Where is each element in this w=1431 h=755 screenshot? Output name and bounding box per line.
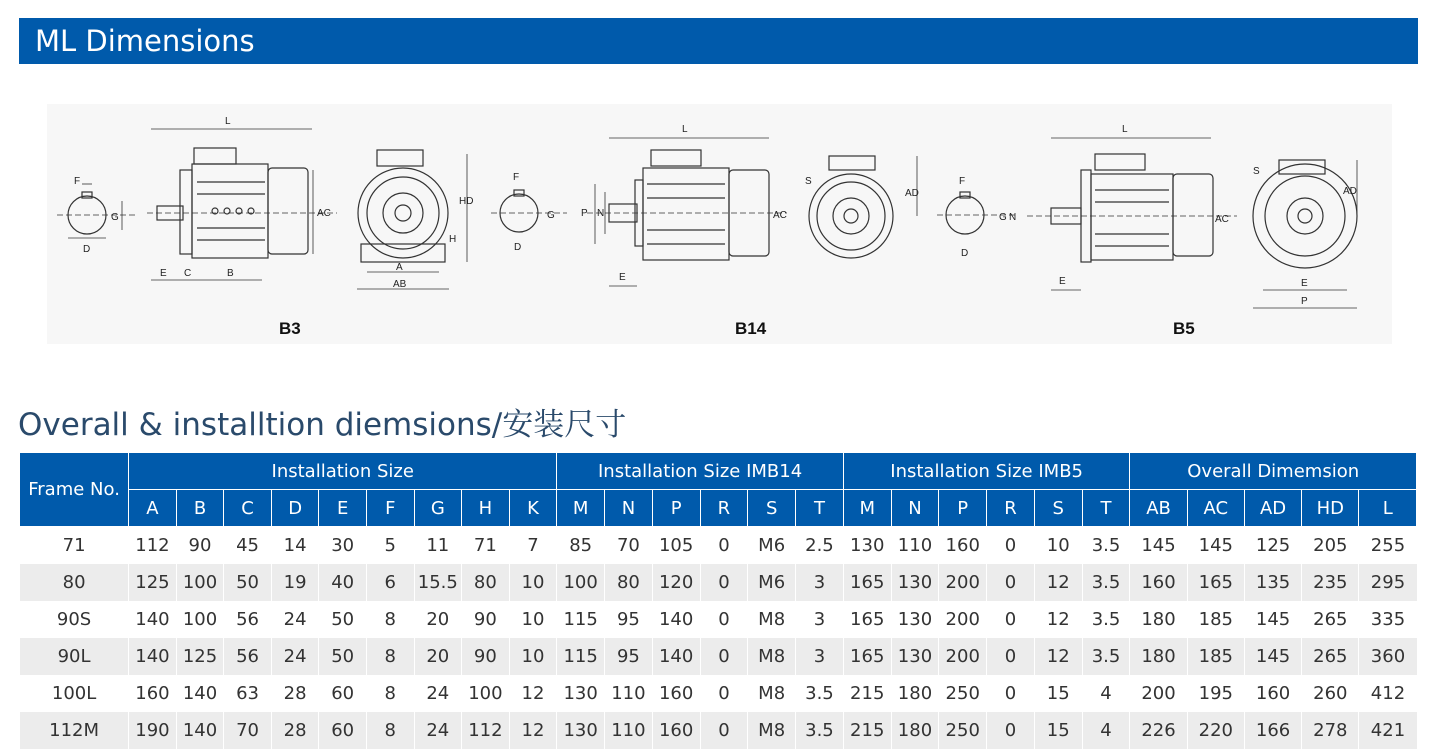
table-cell: 60: [319, 675, 367, 712]
column-header: K: [509, 490, 557, 527]
column-header: N: [605, 490, 653, 527]
table-cell: 125: [176, 638, 224, 675]
table-cell: 12: [1034, 564, 1082, 601]
table-cell: 110: [891, 527, 939, 565]
table-cell: 250: [939, 675, 987, 712]
table-cell: 130: [557, 712, 605, 749]
column-header: M: [843, 490, 891, 527]
b3-label: B3: [279, 319, 301, 338]
table-cell: 70: [605, 527, 653, 565]
table-cell: 115: [557, 601, 605, 638]
table-cell: 4: [1082, 712, 1130, 749]
table-row: [20, 564, 1417, 601]
table-cell: 160: [939, 527, 987, 565]
table-cell: 250: [939, 712, 987, 749]
frame-no-header: Frame No.: [20, 453, 129, 527]
table-cell: 3.5: [1082, 638, 1130, 675]
table-cell: 145: [1187, 527, 1244, 565]
table-group-header-row: [20, 453, 1417, 490]
table-cell: 125: [129, 564, 177, 601]
table-cell: 19: [271, 564, 319, 601]
svg-text:E: E: [160, 268, 167, 279]
table-cell: 255: [1359, 527, 1417, 565]
group-header: Overall Dimemsion: [1130, 453, 1417, 490]
b14-drawing: [491, 124, 919, 338]
table-cell: 421: [1359, 712, 1417, 749]
b3-drawing: [57, 116, 473, 338]
table-cell: 80: [605, 564, 653, 601]
table-cell: 50: [224, 564, 272, 601]
table-cell: 360: [1359, 638, 1417, 675]
table-cell: 200: [939, 638, 987, 675]
table-cell: 120: [652, 564, 700, 601]
table-cell: 165: [843, 601, 891, 638]
table-cell: 30: [319, 527, 367, 565]
table-cell: 24: [414, 675, 462, 712]
table-cell: 130: [891, 601, 939, 638]
svg-text:AC: AC: [773, 210, 787, 221]
table-cell: 220: [1187, 712, 1244, 749]
table-cell: 105: [652, 527, 700, 565]
section-title: Overall & installtion diemsions/安装尺寸: [18, 407, 627, 443]
svg-text:G: G: [547, 210, 555, 221]
table-cell: 95: [605, 601, 653, 638]
frame-cell: 100L: [20, 675, 129, 712]
svg-text:D: D: [961, 248, 969, 259]
table-cell: 6: [366, 564, 414, 601]
table-row: [20, 712, 1417, 749]
table-cell: 12: [1034, 638, 1082, 675]
column-header: C: [224, 490, 272, 527]
table-cell: 160: [129, 675, 177, 712]
table-cell: 5: [366, 527, 414, 565]
table-cell: 3.5: [1082, 601, 1130, 638]
table-cell: 140: [129, 638, 177, 675]
column-header: AD: [1244, 490, 1301, 527]
table-cell: 278: [1302, 712, 1359, 749]
table-cell: 24: [271, 601, 319, 638]
table-cell: 4: [1082, 675, 1130, 712]
table-cell: 3.5: [1082, 564, 1130, 601]
table-cell: M6: [748, 564, 796, 601]
frame-cell: 112M: [20, 712, 129, 749]
column-header: H: [462, 490, 510, 527]
svg-text:L: L: [682, 124, 688, 135]
column-header: R: [987, 490, 1035, 527]
table-cell: 165: [843, 564, 891, 601]
table-cell: 80: [462, 564, 510, 601]
svg-text:AC: AC: [1215, 214, 1229, 225]
table-cell: M8: [748, 601, 796, 638]
table-cell: 200: [939, 564, 987, 601]
table-cell: 160: [1130, 564, 1187, 601]
table-cell: 0: [987, 601, 1035, 638]
svg-text:AD: AD: [905, 188, 919, 199]
table-cell: 0: [700, 638, 748, 675]
table-cell: 0: [700, 675, 748, 712]
table-cell: 100: [176, 601, 224, 638]
table-cell: 15: [1034, 675, 1082, 712]
table-cell: 190: [129, 712, 177, 749]
svg-text:H: H: [449, 234, 457, 245]
table-cell: 11: [414, 527, 462, 565]
table-cell: 90: [462, 638, 510, 675]
table-cell: 265: [1302, 638, 1359, 675]
table-cell: 3.5: [796, 712, 844, 749]
table-cell: 2.5: [796, 527, 844, 565]
table-cell: 45: [224, 527, 272, 565]
table-cell: 63: [224, 675, 272, 712]
column-header: L: [1359, 490, 1417, 527]
svg-text:AD: AD: [1343, 186, 1357, 197]
table-cell: 145: [1244, 638, 1301, 675]
column-header: T: [796, 490, 844, 527]
table-cell: 50: [319, 601, 367, 638]
table-column-header-row: [20, 490, 1417, 527]
table-cell: 8: [366, 712, 414, 749]
table-cell: 112: [129, 527, 177, 565]
table-cell: 215: [843, 675, 891, 712]
table-cell: 0: [700, 527, 748, 565]
column-header: R: [700, 490, 748, 527]
table-cell: 15.5: [414, 564, 462, 601]
table-cell: 235: [1302, 564, 1359, 601]
column-header: T: [1082, 490, 1130, 527]
table-cell: M8: [748, 675, 796, 712]
table-cell: M8: [748, 712, 796, 749]
table-cell: 15: [1034, 712, 1082, 749]
table-cell: 56: [224, 601, 272, 638]
svg-text:S: S: [805, 176, 812, 187]
table-cell: 145: [1130, 527, 1187, 565]
table-cell: 20: [414, 601, 462, 638]
table-cell: 205: [1302, 527, 1359, 565]
table-cell: 166: [1244, 712, 1301, 749]
table-row: [20, 527, 1417, 565]
table-cell: 100: [557, 564, 605, 601]
svg-text:C: C: [184, 268, 192, 279]
table-cell: 185: [1187, 638, 1244, 675]
table-cell: 90: [176, 527, 224, 565]
table-cell: 10: [1034, 527, 1082, 565]
frame-cell: 80: [20, 564, 129, 601]
column-header: S: [748, 490, 796, 527]
table-cell: 110: [605, 675, 653, 712]
column-header: D: [271, 490, 319, 527]
svg-text:E: E: [1301, 278, 1308, 289]
column-header: A: [129, 490, 177, 527]
table-cell: 3.5: [1082, 527, 1130, 565]
column-header: E: [319, 490, 367, 527]
table-cell: 115: [557, 638, 605, 675]
table-cell: 215: [843, 712, 891, 749]
table-row: [20, 601, 1417, 638]
table-cell: 0: [987, 675, 1035, 712]
table-cell: 12: [509, 675, 557, 712]
svg-text:D: D: [514, 242, 522, 253]
table-cell: 40: [319, 564, 367, 601]
group-header: Installation Size IMB5: [843, 453, 1130, 490]
table-cell: 130: [891, 564, 939, 601]
dimension-drawings: [47, 104, 1392, 344]
table-cell: 200: [939, 601, 987, 638]
svg-text:A: A: [396, 262, 403, 273]
column-header: AB: [1130, 490, 1187, 527]
column-header: G: [414, 490, 462, 527]
svg-text:E: E: [619, 272, 626, 283]
table-cell: 140: [176, 675, 224, 712]
table-cell: 28: [271, 712, 319, 749]
table-cell: 12: [1034, 601, 1082, 638]
column-header: HD: [1302, 490, 1359, 527]
table-cell: 226: [1130, 712, 1187, 749]
svg-text:L: L: [1122, 124, 1128, 135]
table-cell: M8: [748, 638, 796, 675]
table-cell: 3.5: [796, 675, 844, 712]
table-cell: 412: [1359, 675, 1417, 712]
table-cell: 24: [414, 712, 462, 749]
table-cell: 180: [891, 712, 939, 749]
table-cell: 180: [1130, 638, 1187, 675]
table-cell: 145: [1244, 601, 1301, 638]
svg-text:AB: AB: [393, 279, 407, 290]
column-header: P: [652, 490, 700, 527]
table-cell: 10: [509, 564, 557, 601]
svg-text:F: F: [959, 176, 966, 187]
table-cell: 125: [1244, 527, 1301, 565]
table-cell: 7: [509, 527, 557, 565]
frame-cell: 90L: [20, 638, 129, 675]
table-body: [20, 527, 1417, 750]
table-cell: 20: [414, 638, 462, 675]
table-cell: 85: [557, 527, 605, 565]
svg-text:N: N: [597, 208, 605, 219]
table-cell: 90: [462, 601, 510, 638]
table-row: [20, 638, 1417, 675]
table-cell: 100: [462, 675, 510, 712]
table-cell: 260: [1302, 675, 1359, 712]
column-header: N: [891, 490, 939, 527]
table-cell: 140: [176, 712, 224, 749]
column-header: F: [366, 490, 414, 527]
table-cell: 200: [1130, 675, 1187, 712]
svg-text:N: N: [1009, 212, 1017, 223]
table-cell: 28: [271, 675, 319, 712]
table-cell: 0: [987, 527, 1035, 565]
table-cell: 130: [557, 675, 605, 712]
table-cell: 71: [462, 527, 510, 565]
table-cell: 140: [652, 638, 700, 675]
banner-title: ML Dimensions: [35, 24, 255, 58]
table-cell: 24: [271, 638, 319, 675]
table-cell: 160: [652, 712, 700, 749]
table-cell: 130: [843, 527, 891, 565]
table-cell: 10: [509, 601, 557, 638]
group-header: Installation Size IMB14: [557, 453, 844, 490]
column-header: M: [557, 490, 605, 527]
svg-text:L: L: [225, 116, 231, 127]
svg-text:D: D: [83, 244, 91, 255]
table-cell: 0: [700, 712, 748, 749]
column-header: B: [176, 490, 224, 527]
table-cell: 0: [700, 564, 748, 601]
table-cell: 3: [796, 601, 844, 638]
dimensions-table: [19, 452, 1417, 749]
svg-text:G: G: [111, 212, 119, 223]
table-cell: 295: [1359, 564, 1417, 601]
table-cell: 60: [319, 712, 367, 749]
header-banner: [19, 18, 1418, 64]
table-cell: 180: [891, 675, 939, 712]
table-cell: 165: [843, 638, 891, 675]
svg-text:S: S: [1253, 166, 1260, 177]
table-cell: 160: [1244, 675, 1301, 712]
table-cell: 0: [987, 564, 1035, 601]
column-header: S: [1034, 490, 1082, 527]
table-cell: 12: [509, 712, 557, 749]
column-header: AC: [1187, 490, 1244, 527]
table-cell: 110: [605, 712, 653, 749]
b5-label: B5: [1173, 319, 1195, 338]
table-cell: 265: [1302, 601, 1359, 638]
table-cell: 50: [319, 638, 367, 675]
table-cell: M6: [748, 527, 796, 565]
table-cell: 130: [891, 638, 939, 675]
table-cell: 8: [366, 675, 414, 712]
svg-text:P: P: [581, 208, 588, 219]
table-cell: 8: [366, 638, 414, 675]
group-header: Installation Size: [129, 453, 557, 490]
table-cell: 0: [987, 638, 1035, 675]
svg-text:F: F: [74, 176, 81, 187]
svg-text:HD: HD: [459, 196, 474, 207]
table-cell: 70: [224, 712, 272, 749]
svg-text:E: E: [1059, 276, 1066, 287]
table-cell: 140: [652, 601, 700, 638]
table-cell: 10: [509, 638, 557, 675]
b14-label: B14: [735, 319, 767, 338]
svg-text:B: B: [227, 268, 234, 279]
table-cell: 3: [796, 564, 844, 601]
svg-text:AC: AC: [317, 208, 331, 219]
table-cell: 56: [224, 638, 272, 675]
table-cell: 0: [700, 601, 748, 638]
table-cell: 195: [1187, 675, 1244, 712]
table-cell: 185: [1187, 601, 1244, 638]
table-cell: 95: [605, 638, 653, 675]
table-cell: 160: [652, 675, 700, 712]
svg-text:P: P: [1301, 296, 1308, 307]
table-cell: 165: [1187, 564, 1244, 601]
table-cell: 140: [129, 601, 177, 638]
table-row: [20, 675, 1417, 712]
table-cell: 14: [271, 527, 319, 565]
table-cell: 135: [1244, 564, 1301, 601]
svg-text:G: G: [999, 212, 1007, 223]
table-cell: 100: [176, 564, 224, 601]
table-cell: 8: [366, 601, 414, 638]
frame-cell: 71: [20, 527, 129, 565]
table-cell: 335: [1359, 601, 1417, 638]
table-cell: 180: [1130, 601, 1187, 638]
table-cell: 3: [796, 638, 844, 675]
column-header: P: [939, 490, 987, 527]
frame-cell: 90S: [20, 601, 129, 638]
b5-drawing: [937, 124, 1357, 338]
table-cell: 0: [987, 712, 1035, 749]
svg-text:F: F: [513, 172, 520, 183]
table-cell: 112: [462, 712, 510, 749]
